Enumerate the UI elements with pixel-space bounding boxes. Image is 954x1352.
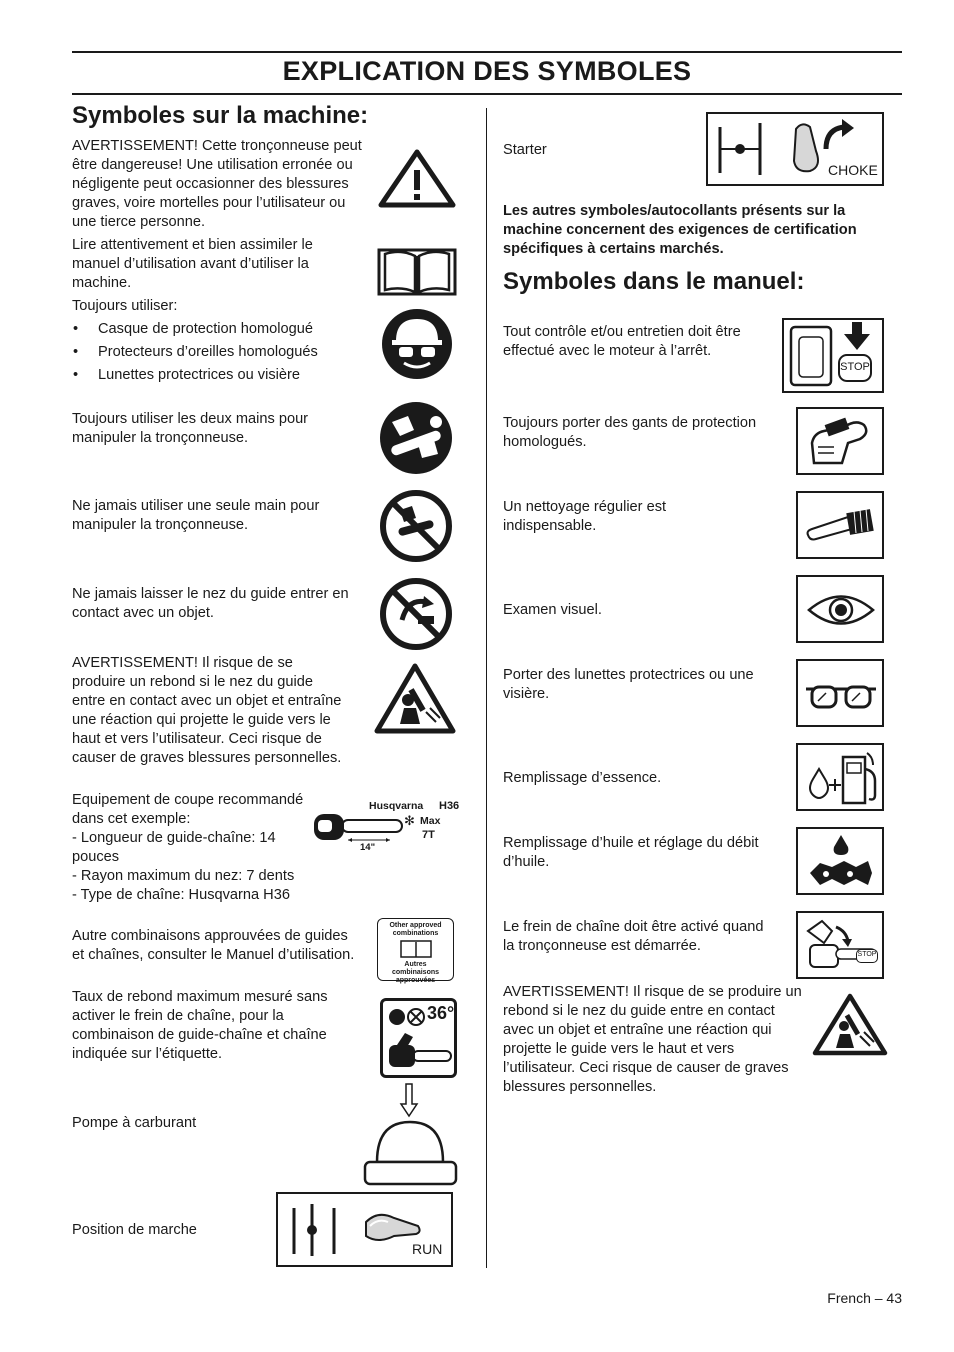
choke-icon <box>706 112 884 186</box>
engine-switch-icon <box>789 325 833 387</box>
text-no-nose-contact: Ne jamais laisser le nez du guide entrer en contact avec un objet. <box>72 586 349 621</box>
stop-sign-icon: STOP <box>838 354 872 382</box>
other-combinations-icon: Other approved combinations Autres combinaisons approuvées <box>377 918 454 981</box>
label-run: RUN <box>412 1241 443 1257</box>
engine-stop-icon <box>782 318 884 393</box>
label-brand: Husqvarna <box>369 800 424 812</box>
gloves-icon <box>796 407 884 475</box>
arrow-down-icon <box>844 322 870 350</box>
text-cutting-equipment: Equipement de coupe recommandé dans cet exemple: - Longueur de guide-chaîne: 14 pouces - Rayon maximum du nez: 7 dents - Type de chaîne: Husqvarna H36 <box>72 792 304 903</box>
title-underline <box>72 93 902 95</box>
text-run-position: Position de marche <box>72 1222 197 1238</box>
kickback-warning-icon <box>374 662 456 734</box>
section-heading-manual: Symboles dans le manuel: <box>503 268 805 295</box>
page-footer: French – 43 <box>827 1290 902 1306</box>
text-fuel-pump: Pompe à carburant <box>72 1115 197 1131</box>
kickback-rate-icon <box>380 998 457 1078</box>
fuel-pump-icon <box>363 1118 458 1186</box>
warning-triangle-icon <box>378 148 456 208</box>
text-fuel-refill: Remplissage d’essence. <box>503 770 662 786</box>
text-no-one-hand: Ne jamais utiliser une seule main pour manipuler la tronçonneuse. <box>72 498 320 533</box>
certification-note: Les autres symboles/autocollants présents sur la machine concernent des exigences de certification spécifiques à certains marchés. <box>503 203 857 257</box>
eye-icon <box>796 575 884 643</box>
text-two-hands: Toujours utiliser les deux mains pour manipuler la tronçonneuse. <box>72 411 309 446</box>
chain-brake-icon <box>796 911 884 979</box>
run-position-icon <box>276 1192 453 1267</box>
text-visual-check: Examen visuel. <box>503 602 602 618</box>
chain-brake-off-icon <box>387 1006 427 1028</box>
text-kickback-rate: Taux de rebond maximum mesuré sans activer le frein de chaîne, pour la combinaison de guide-chaîne et chaîne indiquée sur l’étiquette. <box>72 989 328 1062</box>
label-bar-length: 14" <box>360 842 376 853</box>
bullet-helmet: • Casque de protection homologué <box>72 320 362 339</box>
no-one-hand-icon <box>378 488 454 564</box>
cutting-equipment-label-icon <box>312 800 462 856</box>
column-divider <box>486 108 487 1268</box>
label-teeth: 7T <box>422 829 435 841</box>
chainsaw-silhouette-icon <box>312 808 404 854</box>
section-heading-machine: Symboles sur la machine: <box>72 102 369 129</box>
page-title: EXPLICATION DES SYMBOLES <box>282 56 692 86</box>
manual-book-icon <box>377 246 457 298</box>
arrow-down-icon <box>399 1082 419 1118</box>
fuel-refill-icon <box>796 743 884 811</box>
text-gloves: Toujours porter des gants de protection homologués. <box>503 415 757 450</box>
brush-icon <box>796 491 884 559</box>
text-engine-stop: Tout contrôle et/ou entretien doit être effectué avec le moteur à l’arrêt. <box>503 324 741 359</box>
label-choke: CHOKE <box>828 162 878 178</box>
chainsaw-operator-icon <box>387 1031 453 1073</box>
mini-book-icon <box>400 940 432 958</box>
text-warning: AVERTISSEMENT! Cette tronçonneuse peut être dangereuse! Une utilisation erronée ou négligente peut occasionner des blessures graves, voire mortelles pour l’utilisateur ou une tierce personne. <box>72 138 362 230</box>
bullet-ear-protection: • Protecteurs d’oreilles homologués <box>72 343 362 362</box>
text-goggles: Porter des lunettes protectrices ou une visière. <box>503 667 754 702</box>
label-kickback-angle: 36° <box>427 1003 455 1023</box>
text-other-combinations: Autre combinaisons approuvées de guides et chaînes, consulter le Manuel d’utilisation. <box>72 928 355 963</box>
bullet-eye-protection: • Lunettes protectrices ou visière <box>72 366 362 385</box>
label-max: Max <box>420 815 441 827</box>
stop-sign-icon: STOP <box>856 949 878 963</box>
kickback-warning-icon <box>812 992 888 1056</box>
text-chain-brake: Le frein de chaîne doit être activé quand la tronçonneuse est démarrée. <box>503 919 764 954</box>
protective-helmet-icon <box>380 307 454 381</box>
label-chain-type: H36 <box>439 800 460 812</box>
text-always-use: Toujours utiliser: • Casque de protection homologué • Protecteurs d’oreilles homologués • Lunettes protectrices ou visière <box>72 297 362 385</box>
oil-refill-icon <box>796 827 884 895</box>
text-kickback-warning-manual: AVERTISSEMENT! Il risque de se produire un rebond si le nez du guide entre en contact avec un objet et entraîne une réaction qui projette le guide vers le haut et vers l’utilisateur. Ceci risque de causer de graves blessures personnelles. <box>503 984 802 1095</box>
top-rule <box>72 51 902 53</box>
text-kickback-warning: AVERTISSEMENT! Il risque de se produire un rebond si le nez du guide entre en contact avec un objet et entraîne une réaction qui projette le guide vers le haut et vers l’utilisateur. Ceci risque de causer de graves blessures personnelles. <box>72 655 342 766</box>
text-cleaning: Un nettoyage régulier est indispensable. <box>503 499 667 534</box>
text-starter: Starter <box>503 142 547 158</box>
no-nose-contact-icon <box>378 576 454 652</box>
text-read-manual: Lire attentivement et bien assimiler le manuel d’utilisation avant d’utiliser la machine. <box>72 237 313 291</box>
text-oil-refill: Remplissage d’huile et réglage du débit d’huile. <box>503 835 759 870</box>
two-hands-icon <box>378 400 454 476</box>
goggles-icon <box>796 659 884 727</box>
gear-icon: ✻ <box>404 813 415 828</box>
